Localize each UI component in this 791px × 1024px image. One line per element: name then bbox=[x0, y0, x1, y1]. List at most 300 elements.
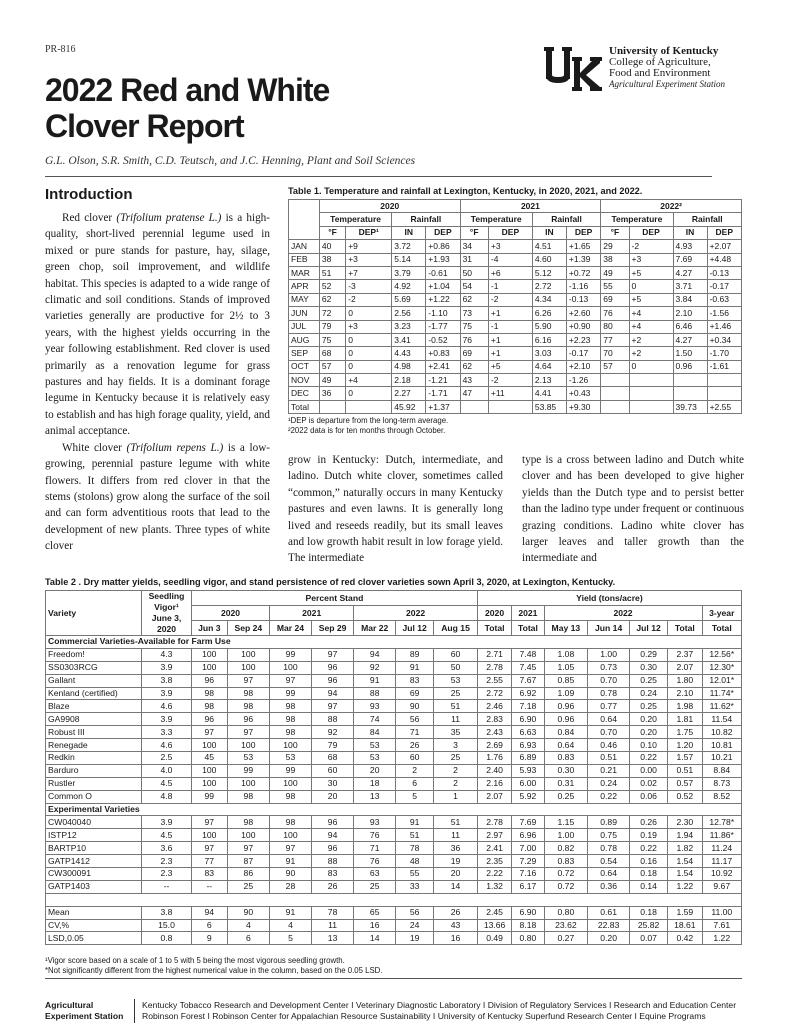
table-cell: 3.9 bbox=[142, 816, 192, 829]
table-header-cell: Temperature bbox=[319, 213, 391, 226]
intro-column-3 bbox=[522, 452, 744, 567]
table-cell: 100 bbox=[227, 648, 269, 661]
table-cell: 60 bbox=[311, 764, 353, 777]
publication-number: PR-816 bbox=[45, 44, 76, 55]
table-cell: 79 bbox=[319, 320, 345, 333]
table-cell: 0.18 bbox=[630, 906, 668, 919]
table-cell: 51 bbox=[434, 700, 478, 713]
table-cell: 98 bbox=[270, 790, 312, 803]
table-cell: 16 bbox=[354, 919, 396, 932]
table-cell: 12.01* bbox=[702, 674, 741, 687]
table-cell: 1.08 bbox=[544, 648, 588, 661]
table-cell: 0 bbox=[346, 347, 392, 360]
table-cell: 0.20 bbox=[588, 932, 630, 945]
table-header-cell: 2020 bbox=[192, 606, 270, 621]
table-row bbox=[289, 266, 742, 279]
table-cell: 6.90 bbox=[512, 713, 544, 726]
table-row bbox=[46, 842, 742, 855]
table-cell: 83 bbox=[311, 868, 353, 881]
table-cell: 1.80 bbox=[668, 674, 702, 687]
section-label: Commercial Varieties-Available for Farm Use bbox=[46, 636, 742, 649]
table-cell: -1.71 bbox=[426, 387, 460, 400]
table-cell bbox=[460, 400, 488, 413]
table-cell: 11 bbox=[311, 919, 353, 932]
table-cell: 2.78 bbox=[477, 661, 511, 674]
table-header-cell: Sep 24 bbox=[227, 621, 269, 636]
table-cell: 49 bbox=[601, 266, 629, 279]
table-cell: 87 bbox=[227, 855, 269, 868]
table-cell: 12.78* bbox=[702, 816, 741, 829]
table-cell: 2.13 bbox=[532, 374, 566, 387]
table-cell: +2.55 bbox=[707, 400, 741, 413]
table-cell: 0.49 bbox=[477, 932, 511, 945]
table-cell: 11.00 bbox=[702, 906, 741, 919]
table-cell: +3 bbox=[346, 253, 392, 266]
table-cell: 15.0 bbox=[142, 919, 192, 932]
table-cell: 91 bbox=[270, 906, 312, 919]
table-cell: 25 bbox=[227, 880, 269, 893]
table-cell: 2.45 bbox=[477, 906, 511, 919]
intro-paragraph-red-clover bbox=[45, 210, 270, 440]
table-cell: 53 bbox=[354, 739, 396, 752]
table-cell: 60 bbox=[396, 752, 434, 765]
scientific-name: (Trifolium pratense L.) bbox=[116, 212, 222, 224]
table-cell: 62 bbox=[460, 360, 488, 373]
table-cell: 4.27 bbox=[673, 333, 707, 346]
university-name: University of Kentucky bbox=[609, 45, 719, 57]
month-cell: MAY bbox=[289, 293, 320, 306]
text-span: is a high-quality, short-lived perennial legume used in mixed or pure stands for pasture, hay, silage, green chop, soil improvement, and wildlife habitat. This species is adapted to a wide range of climatic and soil conditions. Stands of improved varieties generally are productive for 2½ to 3 years, with the highest yields occurring in the year following establishment. Red clover is used primarily as a renovation legume for grass pastures and hay fields. It is a dominant forage legume in Kentucky because it is relatively easy to establish and has high forage quality, yield, and animal acceptance. bbox=[45, 212, 270, 438]
table-cell: 3.23 bbox=[392, 320, 426, 333]
table-header-cell: 2020 bbox=[319, 200, 460, 213]
table-cell: 4.6 bbox=[142, 700, 192, 713]
table-cell: 0.30 bbox=[544, 764, 588, 777]
table-cell: -0.17 bbox=[707, 280, 741, 293]
table-cell: 86 bbox=[227, 868, 269, 881]
table-cell: 90 bbox=[227, 906, 269, 919]
table-cell: 0.20 bbox=[630, 713, 668, 726]
variety-cell: Renegade bbox=[46, 739, 142, 752]
table-row bbox=[46, 790, 742, 803]
table-cell: 78 bbox=[311, 906, 353, 919]
table-cell: 68 bbox=[319, 347, 345, 360]
table-cell: 2.30 bbox=[668, 816, 702, 829]
table-cell: 26 bbox=[396, 739, 434, 752]
table-cell: +1.39 bbox=[566, 253, 600, 266]
table-cell: 3.9 bbox=[142, 661, 192, 674]
month-cell: FEB bbox=[289, 253, 320, 266]
variety-cell: CW040040 bbox=[46, 816, 142, 829]
table-cell: 69 bbox=[601, 293, 629, 306]
table-cell: +7 bbox=[346, 266, 392, 279]
table-cell: 45.92 bbox=[392, 400, 426, 413]
table-cell: 3.79 bbox=[392, 266, 426, 279]
table-cell: 69 bbox=[396, 687, 434, 700]
table-cell: 7.61 bbox=[702, 919, 741, 932]
table-cell: 6.63 bbox=[512, 726, 544, 739]
table-cell bbox=[707, 374, 741, 387]
table-cell: 73 bbox=[460, 307, 488, 320]
table-cell: 96 bbox=[311, 661, 353, 674]
table-cell: 2.3 bbox=[142, 868, 192, 881]
table-cell: 8.73 bbox=[702, 777, 741, 790]
table-cell: 2.46 bbox=[477, 700, 511, 713]
table-cell: 3.84 bbox=[673, 293, 707, 306]
intro-paragraph-white-clover bbox=[45, 440, 270, 555]
table-cell: 1.54 bbox=[668, 855, 702, 868]
table-cell: 2.41 bbox=[477, 842, 511, 855]
table-header-cell: 2020 bbox=[477, 606, 511, 621]
table-cell: -0.17 bbox=[566, 347, 600, 360]
table-cell: 0.31 bbox=[544, 777, 588, 790]
table-cell: 3.6 bbox=[142, 842, 192, 855]
table-cell: 97 bbox=[192, 842, 228, 855]
table-cell: 0.77 bbox=[588, 700, 630, 713]
table-cell: +0.90 bbox=[566, 320, 600, 333]
table-cell: 70 bbox=[601, 347, 629, 360]
table-cell: 11.74* bbox=[702, 687, 741, 700]
table-cell: 8.84 bbox=[702, 764, 741, 777]
footer-divider bbox=[45, 978, 742, 979]
table-cell: 6 bbox=[227, 932, 269, 945]
table-header-cell: °F bbox=[319, 226, 345, 239]
table-header-cell: Aug 15 bbox=[434, 621, 478, 636]
table-header-cell: 2022² bbox=[601, 200, 742, 213]
table-cell: 0.24 bbox=[630, 687, 668, 700]
table-row bbox=[46, 919, 742, 932]
table-cell: 5.92 bbox=[512, 790, 544, 803]
table-cell bbox=[629, 387, 673, 400]
table-cell: 0.78 bbox=[588, 687, 630, 700]
variety-cell: ISTP12 bbox=[46, 829, 142, 842]
table-header-cell: Percent Stand bbox=[192, 591, 478, 606]
table-cell: 0.29 bbox=[630, 648, 668, 661]
spacer-row bbox=[46, 893, 742, 906]
table-cell: 0.36 bbox=[588, 880, 630, 893]
table-cell: 62 bbox=[319, 293, 345, 306]
table-cell: +1.46 bbox=[707, 320, 741, 333]
table-cell: 0.22 bbox=[588, 790, 630, 803]
table-cell: 6.89 bbox=[512, 752, 544, 765]
variety-cell: Gallant bbox=[46, 674, 142, 687]
table-cell: 53.85 bbox=[532, 400, 566, 413]
footnote: ²2022 data is for ten months through October. bbox=[288, 426, 446, 435]
section-label: Experimental Varieties bbox=[46, 803, 742, 816]
table-cell: 0.85 bbox=[544, 674, 588, 687]
table-row bbox=[289, 400, 742, 413]
table-cell: 11.62* bbox=[702, 700, 741, 713]
table-cell: 3.71 bbox=[673, 280, 707, 293]
table-cell: 0.21 bbox=[588, 764, 630, 777]
table-cell: -1.26 bbox=[566, 374, 600, 387]
table-header-row bbox=[289, 213, 742, 226]
table-cell: +1.22 bbox=[426, 293, 460, 306]
month-cell: NOV bbox=[289, 374, 320, 387]
table-cell: 2.55 bbox=[477, 674, 511, 687]
table-cell: 99 bbox=[270, 764, 312, 777]
table-cell: 94 bbox=[192, 906, 228, 919]
table-cell: 5.12 bbox=[532, 266, 566, 279]
table-cell: 2.07 bbox=[668, 661, 702, 674]
table-cell: 75 bbox=[319, 333, 345, 346]
table-cell: 0.25 bbox=[630, 700, 668, 713]
college-line-2: Food and Environment bbox=[609, 67, 711, 79]
table-row bbox=[289, 240, 742, 253]
table-cell: 100 bbox=[227, 777, 269, 790]
table-header-cell: Total bbox=[512, 621, 544, 636]
table-cell: 0.83 bbox=[544, 855, 588, 868]
table-cell: 35 bbox=[434, 726, 478, 739]
table-cell: 92 bbox=[311, 726, 353, 739]
table-row bbox=[289, 333, 742, 346]
table-cell: 0.70 bbox=[588, 674, 630, 687]
table-cell: +0.34 bbox=[707, 333, 741, 346]
table-cell: 7.69 bbox=[512, 816, 544, 829]
spacer-cell bbox=[46, 893, 742, 906]
table-cell: 8.52 bbox=[702, 790, 741, 803]
table-cell: 4 bbox=[227, 919, 269, 932]
table-cell: 97 bbox=[192, 726, 228, 739]
month-cell: JAN bbox=[289, 240, 320, 253]
table-row bbox=[46, 868, 742, 881]
month-cell: APR bbox=[289, 280, 320, 293]
table-cell: -2 bbox=[346, 293, 392, 306]
table-cell: 0.16 bbox=[630, 855, 668, 868]
table-cell: 39.73 bbox=[673, 400, 707, 413]
table-cell: 99 bbox=[192, 790, 228, 803]
table-cell bbox=[601, 400, 629, 413]
table-header-cell: DEP bbox=[488, 226, 532, 239]
table-cell: 0.52 bbox=[668, 790, 702, 803]
table-cell: 57 bbox=[601, 360, 629, 373]
table-cell: 0.64 bbox=[588, 868, 630, 881]
variety-cell: SS0303RCG bbox=[46, 661, 142, 674]
table-cell: 11 bbox=[434, 829, 478, 842]
table-cell: 10.21 bbox=[702, 752, 741, 765]
table-row bbox=[46, 739, 742, 752]
footnote: ¹DEP is departure from the long-term average. bbox=[288, 416, 449, 425]
table-cell: 3.41 bbox=[392, 333, 426, 346]
table-cell: +3 bbox=[488, 240, 532, 253]
table-cell: 5.93 bbox=[512, 764, 544, 777]
table-cell: 94 bbox=[354, 648, 396, 661]
table-cell: 0.61 bbox=[588, 906, 630, 919]
table-cell: 60 bbox=[434, 648, 478, 661]
table-header-cell: 2021 bbox=[460, 200, 601, 213]
table-header-cell: Variety bbox=[46, 591, 142, 636]
table-cell: 7.00 bbox=[512, 842, 544, 855]
table-cell: 99 bbox=[227, 764, 269, 777]
table-cell: 100 bbox=[270, 829, 312, 842]
table-cell: 100 bbox=[227, 661, 269, 674]
table-cell: +4.48 bbox=[707, 253, 741, 266]
table-cell: 97 bbox=[270, 674, 312, 687]
table-header-cell bbox=[289, 200, 320, 240]
table-cell: 2.35 bbox=[477, 855, 511, 868]
table-cell: 1.81 bbox=[668, 713, 702, 726]
table-cell bbox=[601, 387, 629, 400]
table-cell: -1.77 bbox=[426, 320, 460, 333]
table-cell: 4.41 bbox=[532, 387, 566, 400]
table-cell: -- bbox=[192, 880, 228, 893]
table-cell: 0.57 bbox=[668, 777, 702, 790]
table-cell: 40 bbox=[319, 240, 345, 253]
table-cell: 13 bbox=[311, 932, 353, 945]
table-cell: 0.51 bbox=[668, 764, 702, 777]
table-cell: 3.72 bbox=[392, 240, 426, 253]
table-cell: 43 bbox=[460, 374, 488, 387]
variety-cell: Redkin bbox=[46, 752, 142, 765]
table-cell: 0.19 bbox=[630, 829, 668, 842]
footer-station-line: Experiment Station bbox=[45, 1011, 124, 1021]
table-cell: 43 bbox=[434, 919, 478, 932]
table-cell: 4.8 bbox=[142, 790, 192, 803]
table-cell: 0.14 bbox=[630, 880, 668, 893]
table-cell: 4.6 bbox=[142, 739, 192, 752]
footer-separator bbox=[134, 999, 135, 1023]
table-cell: 0.22 bbox=[630, 842, 668, 855]
table-cell: 0 bbox=[346, 387, 392, 400]
table-cell: 1.00 bbox=[588, 648, 630, 661]
table-cell: 19 bbox=[396, 932, 434, 945]
table-cell: 2.3 bbox=[142, 855, 192, 868]
table-header-cell: DEP bbox=[707, 226, 741, 239]
table-row bbox=[46, 777, 742, 790]
table-cell: 97 bbox=[311, 648, 353, 661]
table-cell: +11 bbox=[488, 387, 532, 400]
table-row bbox=[46, 829, 742, 842]
table-cell: -4 bbox=[488, 253, 532, 266]
table-cell: +4 bbox=[346, 374, 392, 387]
table-cell: 2.43 bbox=[477, 726, 511, 739]
table-cell: 2.10 bbox=[673, 307, 707, 320]
introduction-heading: Introduction bbox=[45, 186, 133, 203]
table-cell: 4.92 bbox=[392, 280, 426, 293]
table-header-cell: DEP bbox=[566, 226, 600, 239]
table-header-cell: Total bbox=[668, 621, 702, 636]
table-cell: 98 bbox=[192, 700, 228, 713]
table-cell: 11.24 bbox=[702, 842, 741, 855]
table-cell: +0.43 bbox=[566, 387, 600, 400]
table-header-cell: Yield (tons/acre) bbox=[477, 591, 741, 606]
page-title: 2022 Red and White Clover Report bbox=[45, 72, 330, 144]
table-header-cell: Temperature bbox=[601, 213, 673, 226]
table-row bbox=[46, 661, 742, 674]
table-cell: 0.73 bbox=[588, 661, 630, 674]
table-cell: 97 bbox=[227, 842, 269, 855]
table-cell: -1 bbox=[488, 280, 532, 293]
table-header-cell: 3-year bbox=[702, 606, 741, 621]
table-cell: 0.64 bbox=[588, 713, 630, 726]
table-cell: 5.14 bbox=[392, 253, 426, 266]
table-cell: 12.30* bbox=[702, 661, 741, 674]
table-cell: 94 bbox=[311, 829, 353, 842]
table-header-cell: 2021 bbox=[270, 606, 354, 621]
table-cell: 4.3 bbox=[142, 648, 192, 661]
table-cell bbox=[629, 374, 673, 387]
table-cell: 0.10 bbox=[630, 739, 668, 752]
table-cell: 11.54 bbox=[702, 713, 741, 726]
table-header-cell: Sep 29 bbox=[311, 621, 353, 636]
table-cell: 2.97 bbox=[477, 829, 511, 842]
table-cell bbox=[629, 400, 673, 413]
month-cell: AUG bbox=[289, 333, 320, 346]
table-cell: 54 bbox=[460, 280, 488, 293]
table-cell: 0.07 bbox=[630, 932, 668, 945]
table-header-cell: °F bbox=[601, 226, 629, 239]
table-cell: 7.29 bbox=[512, 855, 544, 868]
table-cell: 20 bbox=[311, 790, 353, 803]
table-cell: 24 bbox=[396, 919, 434, 932]
table-cell: 56 bbox=[396, 906, 434, 919]
table-cell: 9 bbox=[192, 932, 228, 945]
table-cell: 3.8 bbox=[142, 906, 192, 919]
table-cell: 0.64 bbox=[544, 739, 588, 752]
table-cell: +1 bbox=[488, 333, 532, 346]
text-span: Red clover bbox=[62, 212, 117, 224]
table-cell: 0.80 bbox=[544, 906, 588, 919]
month-cell: Total bbox=[289, 400, 320, 413]
table-cell: 0.83 bbox=[544, 752, 588, 765]
table-cell: 3.9 bbox=[142, 687, 192, 700]
table-cell: 0 bbox=[346, 333, 392, 346]
table-cell: 11 bbox=[434, 713, 478, 726]
table-cell: 98 bbox=[270, 726, 312, 739]
table-cell: +1 bbox=[488, 347, 532, 360]
table-cell: 4.43 bbox=[392, 347, 426, 360]
footer-centers bbox=[142, 1000, 736, 1022]
table-cell: 10.81 bbox=[702, 739, 741, 752]
table-cell: 100 bbox=[270, 739, 312, 752]
table-cell: 71 bbox=[354, 842, 396, 855]
table-cell: 0.06 bbox=[630, 790, 668, 803]
table-cell: 98 bbox=[227, 790, 269, 803]
table-header-row bbox=[46, 591, 742, 606]
month-cell: SEP bbox=[289, 347, 320, 360]
table-cell: 75 bbox=[460, 320, 488, 333]
table-cell: 48 bbox=[396, 855, 434, 868]
section-row bbox=[46, 636, 742, 649]
table-cell: -- bbox=[142, 880, 192, 893]
table-cell: 98 bbox=[227, 816, 269, 829]
table-row bbox=[46, 855, 742, 868]
intro-paragraph: grow in Kentucky: Dutch, intermediate, and ladino. Dutch white clover, sometimes called “common,” naturally occurs in many Kentucky pastures and even lawns. It is generally long lived and reseeds readily, but its small leaves and low growth habit result in low forage yield. The intermediate bbox=[288, 454, 503, 565]
table-cell: 90 bbox=[270, 868, 312, 881]
table-cell: 53 bbox=[434, 674, 478, 687]
table-cell: 94 bbox=[311, 687, 353, 700]
table-header-cell: 2022 bbox=[354, 606, 478, 621]
table-header-cell: Rainfall bbox=[673, 213, 741, 226]
table-cell: 1 bbox=[434, 790, 478, 803]
table-cell: 100 bbox=[192, 764, 228, 777]
table1-footnotes bbox=[288, 416, 448, 436]
table-cell: 0.02 bbox=[630, 777, 668, 790]
table-cell bbox=[319, 400, 345, 413]
table-cell: 3.8 bbox=[142, 674, 192, 687]
table-cell: 4.27 bbox=[673, 266, 707, 279]
table-cell: 98 bbox=[227, 700, 269, 713]
table-cell: +2 bbox=[629, 347, 673, 360]
table-cell: 22.83 bbox=[588, 919, 630, 932]
table-cell: 50 bbox=[434, 661, 478, 674]
table-cell: 0.8 bbox=[142, 932, 192, 945]
table-header-cell: May 13 bbox=[544, 621, 588, 636]
table-header-cell bbox=[142, 591, 192, 636]
table-cell: 0.25 bbox=[630, 674, 668, 687]
table-cell: 97 bbox=[227, 674, 269, 687]
table-cell: -1.56 bbox=[707, 307, 741, 320]
table-cell: 14 bbox=[354, 932, 396, 945]
